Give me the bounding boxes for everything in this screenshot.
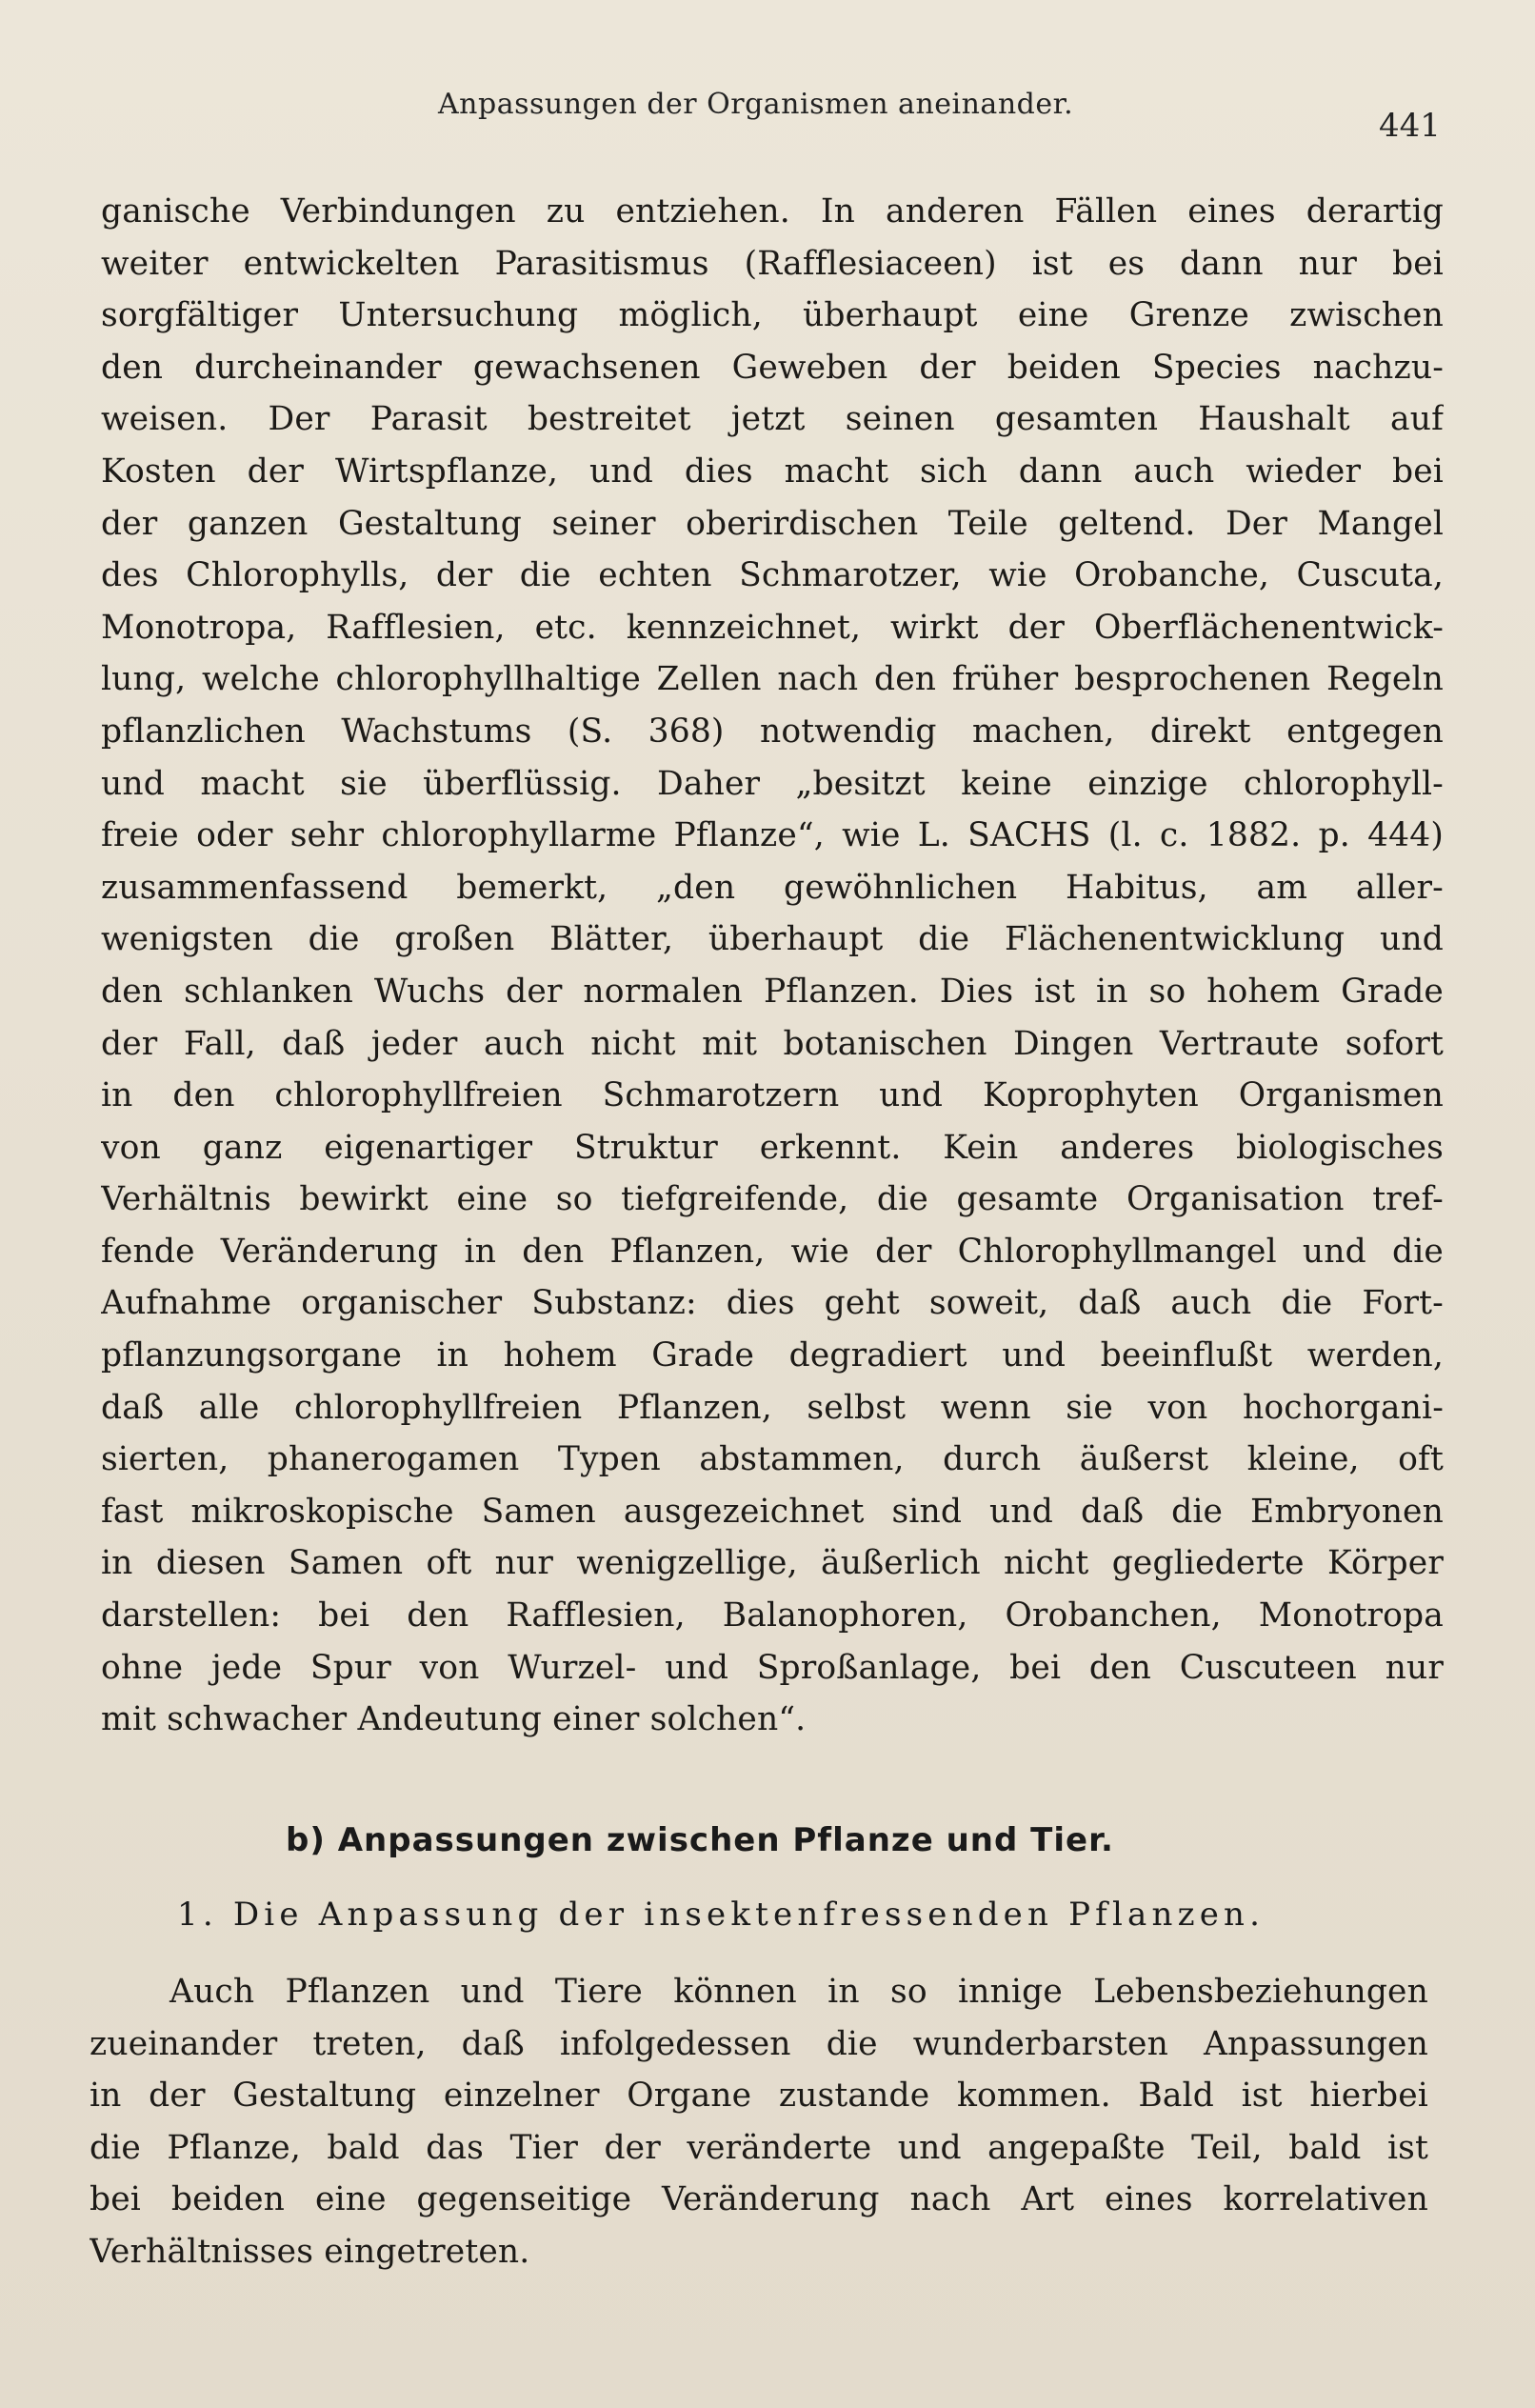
subsection-heading: 1. Die Anpassung der insektenfressenden Pflanzen. — [177, 1896, 1266, 1934]
text-line: sorgfältiger Untersuchung möglich, überhaupt eine Grenze zwischen — [101, 296, 1444, 335]
text-line: mit schwacher Andeutung einer solchen“. — [101, 1700, 807, 1739]
text-line: in diesen Samen oft nur wenigzellige, äußerlich nicht gegliederte Körper — [101, 1544, 1444, 1583]
text-line: ganische Verbindungen zu entziehen. In anderen Fällen eines derartig — [101, 192, 1444, 231]
text-line: zusammenfassend bemerkt, „den gewöhnlichen Habitus, am aller- — [101, 868, 1444, 907]
text-line: Kosten der Wirtspflanze, und dies macht sich dann auch wieder bei — [101, 452, 1444, 491]
text-line: bei beiden eine gegenseitige Veränderung nach Art eines korrelativen — [90, 2180, 1428, 2219]
section-heading: b) Anpassungen zwischen Pflanze und Tier. — [286, 1821, 1114, 1859]
text-line: weiter entwickelten Parasitismus (Rafflesiaceen) ist es dann nur bei — [101, 244, 1444, 283]
text-line: zueinander treten, daß infolgedessen die wunderbarsten Anpassungen — [90, 2024, 1428, 2063]
text-line: Monotropa, Rafflesien, etc. kennzeichnet, wirkt der Oberflächenentwick- — [101, 608, 1444, 647]
running-header: Anpassungen der Organismen aneinander. — [438, 88, 1074, 121]
text-line: den durcheinander gewachsenen Geweben der beiden Species nachzu- — [101, 348, 1444, 387]
text-line: ohne jede Spur von Wurzel- und Sproßanlage, bei den Cuscuteen nur — [101, 1648, 1444, 1687]
text-line: Auch Pflanzen und Tiere können in so innige Lebensbeziehungen — [169, 1973, 1428, 2011]
text-line: Verhältnisses eingetreten. — [90, 2232, 530, 2271]
text-line: pflanzlichen Wachstums (S. 368) notwendig machen, direkt entgegen — [101, 712, 1444, 751]
paragraph-2 — [90, 1966, 1428, 2278]
page-number: 441 — [1379, 107, 1441, 145]
text-line: Aufnahme organischer Substanz: dies geht soweit, daß auch die Fort- — [101, 1284, 1444, 1323]
text-line: freie oder sehr chlorophyllarme Pflanze“, wie L. SACHS (l. c. 1882. p. 444) — [101, 816, 1444, 855]
text-line: in der Gestaltung einzelner Organe zustande kommen. Bald ist hierbei — [90, 2077, 1428, 2116]
text-line: und macht sie überflüssig. Daher „besitzt keine einzige chlorophyll- — [101, 764, 1444, 803]
text-line: lung, welche chlorophyllhaltige Zellen nach den früher besprochenen Regeln — [101, 660, 1444, 699]
text-line: die Pflanze, bald das Tier der veränderte und angepaßte Teil, bald ist — [90, 2128, 1428, 2167]
text-line: fast mikroskopische Samen ausgezeichnet sind und daß die Embryonen — [101, 1492, 1444, 1531]
text-line: darstellen: bei den Rafflesien, Balanophoren, Orobanchen, Monotropa — [101, 1596, 1444, 1635]
text-line: Verhältnis bewirkt eine so tiefgreifende, die gesamte Organisation tref- — [101, 1180, 1444, 1219]
text-line: fende Veränderung in den Pflanzen, wie der Chlorophyllmangel und die — [101, 1232, 1444, 1271]
text-line: in den chlorophyllfreien Schmarotzern und Koprophyten Organismen — [101, 1076, 1444, 1115]
text-line: des Chlorophylls, der die echten Schmarotzer, wie Orobanche, Cuscuta, — [101, 556, 1444, 595]
text-line: sierten, phanerogamen Typen abstammen, durch äußerst kleine, oft — [101, 1440, 1444, 1479]
text-line: den schlanken Wuchs der normalen Pflanzen. Dies ist in so hohem Grade — [101, 972, 1444, 1011]
text-line: weisen. Der Parasit bestreitet jetzt seinen gesamten Haushalt auf — [101, 400, 1444, 439]
paragraph-1 — [101, 186, 1444, 1746]
text-line: von ganz eigenartiger Struktur erkennt. Kein anderes biologisches — [101, 1128, 1444, 1167]
text-line: daß alle chlorophyllfreien Pflanzen, selbst wenn sie von hochorgani- — [101, 1388, 1444, 1427]
text-line: der ganzen Gestaltung seiner oberirdischen Teile geltend. Der Mangel — [101, 504, 1444, 543]
text-line: pflanzungsorgane in hohem Grade degradiert und beeinflußt werden, — [101, 1336, 1444, 1375]
text-line: der Fall, daß jeder auch nicht mit botanischen Dingen Vertraute sofort — [101, 1024, 1444, 1063]
text-line: wenigsten die großen Blätter, überhaupt die Flächenentwicklung und — [101, 920, 1444, 959]
